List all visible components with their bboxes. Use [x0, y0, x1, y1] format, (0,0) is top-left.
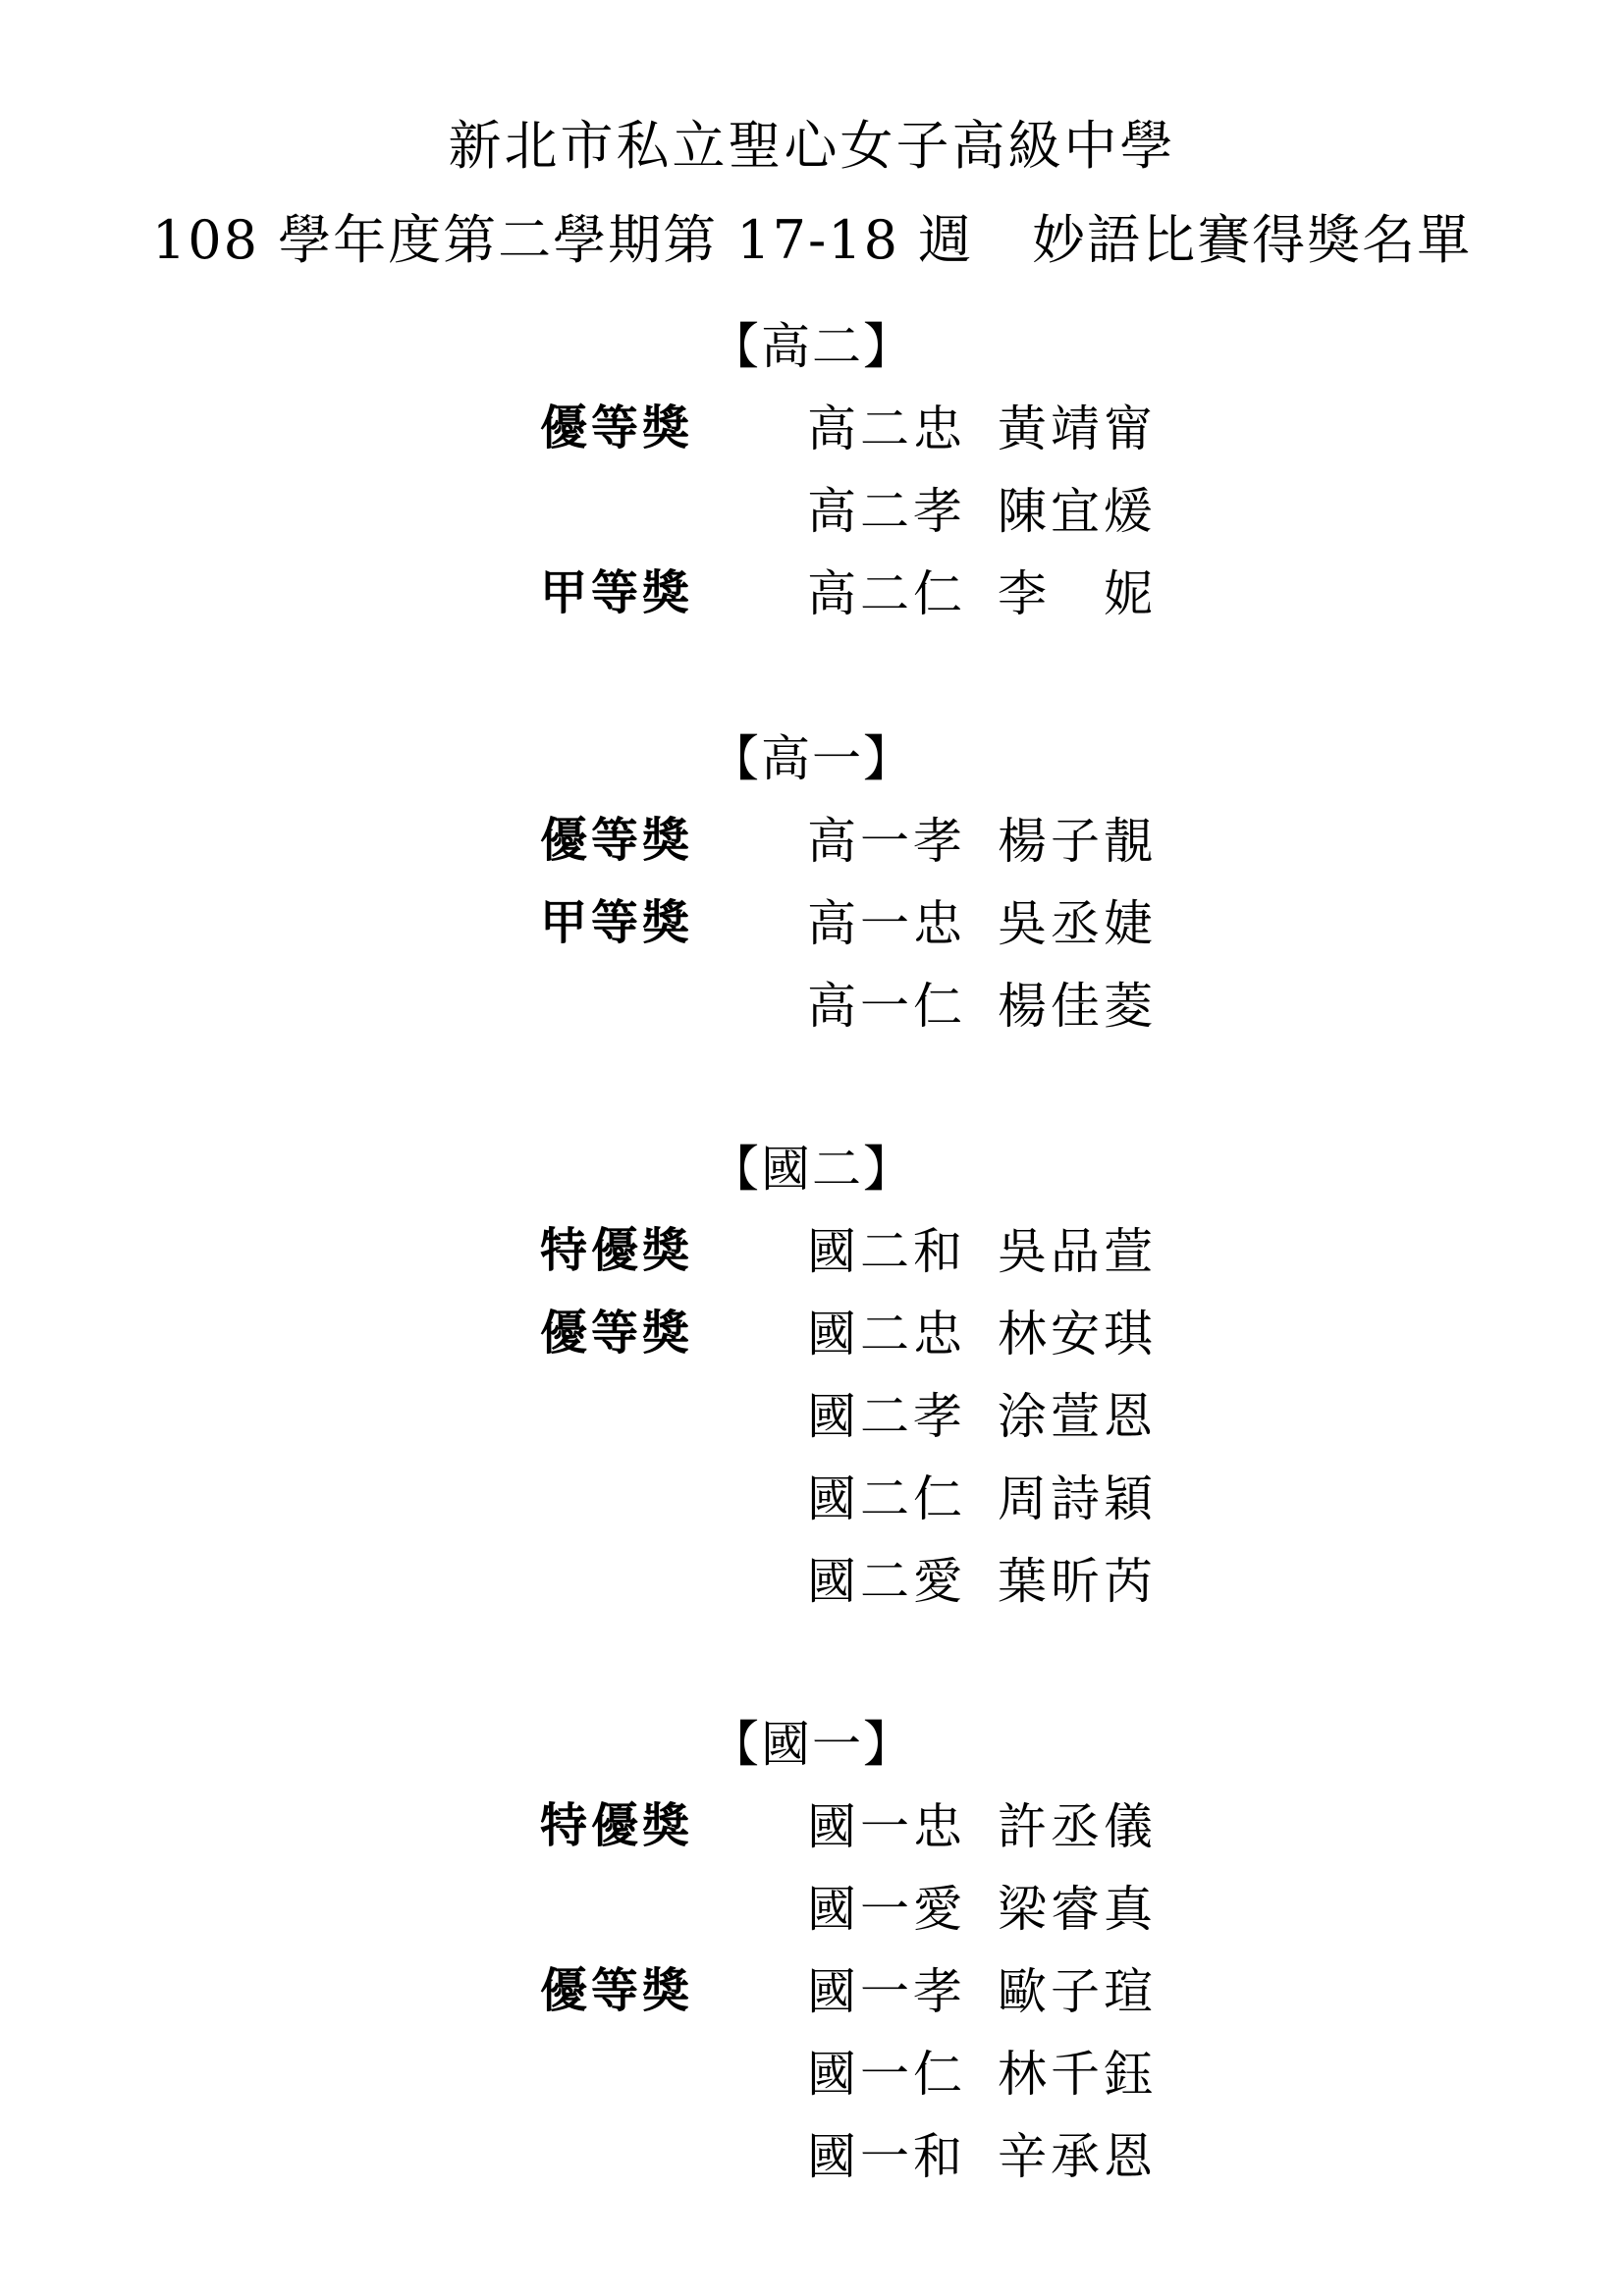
student-name: 黃靖甯: [998, 400, 1157, 457]
student-name: 楊子靚: [998, 813, 1157, 870]
award-level: 甲等獎: [540, 895, 694, 950]
student-name: 吳品萱: [998, 1223, 1157, 1280]
award-list: [0, 400, 1624, 652]
award-entry: [0, 895, 1624, 982]
student-name: 涂萱恩: [998, 1388, 1157, 1445]
award-level: 優等獎: [540, 400, 694, 455]
class-name: 高二忠: [807, 400, 966, 457]
section-header: 【國二】: [710, 1141, 914, 1198]
student-name: 楊佳菱: [998, 978, 1157, 1035]
section-header: 【國一】: [710, 1716, 914, 1773]
class-name: 國一和: [807, 2128, 966, 2185]
subtitle-list-name: 妙語比賽得獎名單: [1032, 209, 1473, 271]
award-entry: [0, 1881, 1624, 1967]
class-name: 國一孝: [807, 1963, 966, 2020]
student-name: 許丞儀: [998, 1798, 1157, 1855]
award-entry: [0, 1223, 1624, 1309]
class-name: 高二仁: [807, 565, 966, 622]
student-name: 陳宜煖: [998, 483, 1157, 540]
class-name: 國一仁: [807, 2046, 966, 2103]
school-title: 新北市私立聖心女子高級中學: [448, 115, 1176, 177]
class-name: 國二忠: [807, 1306, 966, 1362]
class-name: 高一孝: [807, 813, 966, 870]
class-name: 高二孝: [807, 483, 966, 540]
award-list: [0, 1223, 1624, 1639]
class-name: 國二和: [807, 1223, 966, 1280]
award-entry: [0, 813, 1624, 899]
award-list: [0, 1798, 1624, 2215]
student-name: 梁睿真: [998, 1881, 1157, 1938]
award-entry: [0, 1553, 1624, 1639]
document-subtitle: [0, 209, 1624, 271]
award-level: 特優獎: [540, 1798, 694, 1853]
award-entry: [0, 1470, 1624, 1557]
class-name: 高一仁: [807, 978, 966, 1035]
student-name: 李 妮: [998, 565, 1157, 622]
class-name: 國二愛: [807, 1553, 966, 1610]
award-entry: [0, 483, 1624, 569]
student-name: 吳丞婕: [998, 895, 1157, 952]
award-entry: [0, 2046, 1624, 2132]
award-level: 優等獎: [540, 1963, 694, 2018]
award-entry: [0, 978, 1624, 1064]
award-level: 甲等獎: [540, 565, 694, 620]
section-header: 【高二】: [710, 318, 914, 375]
class-name: 國一愛: [807, 1881, 966, 1938]
award-entry: [0, 1306, 1624, 1392]
section-header: 【高一】: [710, 730, 914, 787]
award-entry: [0, 1388, 1624, 1474]
award-level: 優等獎: [540, 813, 694, 868]
class-name: 高一忠: [807, 895, 966, 952]
student-name: 林千鈺: [998, 2046, 1157, 2103]
award-level: 優等獎: [540, 1306, 694, 1361]
subtitle-period: 108 學年度第二學期第 17-18 週: [151, 209, 974, 271]
award-level: 特優獎: [540, 1223, 694, 1278]
student-name: 葉昕芮: [998, 1553, 1157, 1610]
award-entry: [0, 1798, 1624, 1885]
award-entry: [0, 1963, 1624, 2050]
award-entry: [0, 400, 1624, 487]
award-entry: [0, 565, 1624, 652]
award-entry: [0, 2128, 1624, 2215]
student-name: 辛承恩: [998, 2128, 1157, 2185]
class-name: 國二孝: [807, 1388, 966, 1445]
student-name: 林安琪: [998, 1306, 1157, 1362]
award-list: [0, 813, 1624, 1064]
student-name: 歐子瑄: [998, 1963, 1157, 2020]
class-name: 國二仁: [807, 1470, 966, 1527]
class-name: 國一忠: [807, 1798, 966, 1855]
student-name: 周詩穎: [998, 1470, 1157, 1527]
